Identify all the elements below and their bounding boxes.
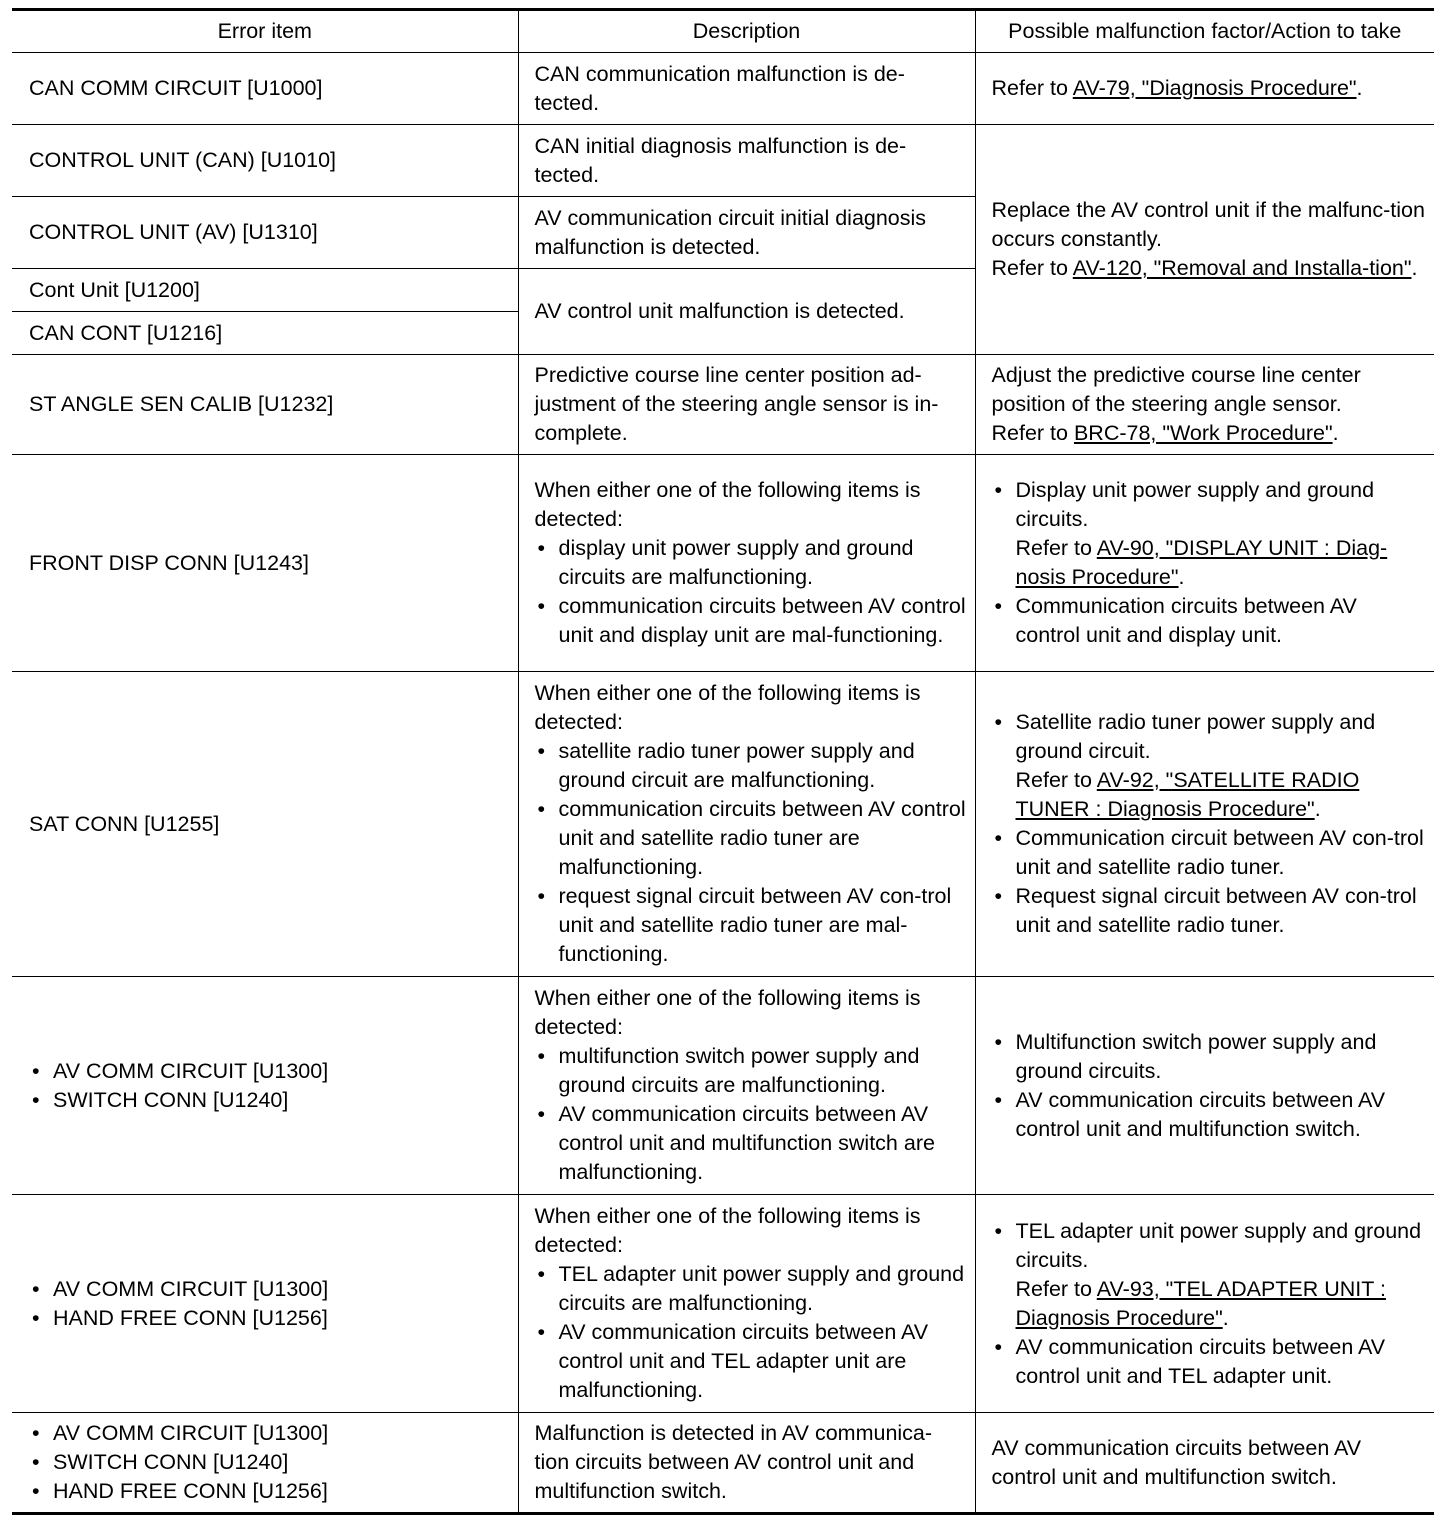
description: AV communication circuit initial diagnosis malfunction is detected. xyxy=(518,197,975,269)
description: CAN initial diagnosis malfunction is de-tected. xyxy=(518,125,975,197)
list-item: • Request signal circuit between AV con-trol unit and satellite radio tuner. xyxy=(992,882,1427,940)
error-item: CAN CONT [U1216] xyxy=(12,312,518,355)
action xyxy=(975,455,1434,672)
list-item: • Communication circuits between AV control unit and display unit. xyxy=(992,592,1427,650)
description: Malfunction is detected in AV communica-tion circuits between AV control unit and multifunction switch. xyxy=(518,1413,975,1514)
description-list xyxy=(535,1260,967,1405)
list-item: • communication circuits between AV control unit and display unit are mal-functioning. xyxy=(535,592,967,650)
reference-link[interactable]: AV-92, "SATELLITE RADIO TUNER : Diagnosis Procedure" xyxy=(1015,768,1360,821)
action-list xyxy=(992,1028,1427,1144)
reference-link[interactable]: AV-79, "Diagnosis Procedure" xyxy=(1072,76,1357,100)
action: AV communication circuits between AV control unit and multifunction switch. xyxy=(975,1413,1434,1514)
list-item: • AV communication circuits between AV control unit and TEL adapter unit are malfunctioning. xyxy=(535,1318,967,1405)
list-item: • AV communication circuits between AV control unit and TEL adapter unit. xyxy=(992,1333,1427,1391)
table-row xyxy=(12,355,1434,455)
table-row xyxy=(12,125,1434,197)
table-row xyxy=(12,455,1434,672)
list-item: • TEL adapter unit power supply and ground circuits are malfunctioning. xyxy=(535,1260,967,1318)
error-item: CAN COMM CIRCUIT [U1000] xyxy=(12,53,518,125)
error-item xyxy=(12,1195,518,1413)
action xyxy=(975,1195,1434,1413)
description: When either one of the following items is detected: • satellite radio tuner power supply and ground circuit are malfunctioning. • communication circuits between AV control unit and satellite radio tuner are malfunctioning. • request signal circuit between AV con-trol unit and satellite radio tuner are mal-functioning. xyxy=(518,672,975,977)
description-list xyxy=(535,534,967,650)
error-item: ST ANGLE SEN CALIB [U1232] xyxy=(12,355,518,455)
action: Replace the AV control unit if the malfunc-tion occurs constantly. Refer to AV-120, "Removal and Installa-tion". xyxy=(975,125,1434,355)
description: When either one of the following items is detected: • display unit power supply and ground circuits are malfunctioning. • communication circuits between AV control unit and display unit are mal-functioning. xyxy=(518,455,975,672)
list-item: • HAND FREE CONN [U1256] xyxy=(29,1477,510,1506)
description: When either one of the following items is detected: • multifunction switch power supply and ground circuits are malfunctioning. • AV communication circuits between AV control unit and multifunction switch are malfunctioning. xyxy=(518,977,975,1195)
header-row xyxy=(12,10,1434,53)
action: Adjust the predictive course line center position of the steering angle sensor. Refer to BRC-78, "Work Procedure". xyxy=(975,355,1434,455)
list-item: • HAND FREE CONN [U1256] xyxy=(29,1304,510,1333)
action-list xyxy=(992,1217,1427,1391)
table-row xyxy=(12,53,1434,125)
error-item: CONTROL UNIT (CAN) [U1010] xyxy=(12,125,518,197)
table-row xyxy=(12,977,1434,1195)
list-item: • Display unit power supply and ground circuits. Refer to AV-90, "DISPLAY UNIT : Diag-nosis Procedure". xyxy=(992,476,1427,592)
list-item: • satellite radio tuner power supply and ground circuit are malfunctioning. xyxy=(535,737,967,795)
error-item-list xyxy=(29,1419,510,1506)
description: When either one of the following items is detected: • TEL adapter unit power supply and ground circuits are malfunctioning. • AV communication circuits between AV control unit and TEL adapter unit are malfunctioning. xyxy=(518,1195,975,1413)
action-list xyxy=(992,476,1427,650)
list-item: • AV COMM CIRCUIT [U1300] xyxy=(29,1419,510,1448)
list-item: • SWITCH CONN [U1240] xyxy=(29,1448,510,1477)
error-item xyxy=(12,977,518,1195)
list-item: • Communication circuit between AV con-trol unit and satellite radio tuner. xyxy=(992,824,1427,882)
reference-link[interactable]: AV-90, "DISPLAY UNIT : Diag-nosis Procedure" xyxy=(1015,536,1388,589)
list-item: • TEL adapter unit power supply and ground circuits. Refer to AV-93, "TEL ADAPTER UNIT : Diagnosis Procedure". xyxy=(992,1217,1427,1333)
table-row xyxy=(12,672,1434,977)
header-description: Description xyxy=(518,10,975,53)
table-row xyxy=(12,1413,1434,1514)
description-list xyxy=(535,1042,967,1187)
action-list xyxy=(992,708,1427,940)
error-item-list xyxy=(29,1057,510,1115)
action xyxy=(975,977,1434,1195)
header-action: Possible malfunction factor/Action to take xyxy=(975,10,1434,53)
error-item: FRONT DISP CONN [U1243] xyxy=(12,455,518,672)
description: Predictive course line center position ad-justment of the steering angle sensor is in-complete. xyxy=(518,355,975,455)
list-item: • AV COMM CIRCUIT [U1300] xyxy=(29,1275,510,1304)
list-item: • SWITCH CONN [U1240] xyxy=(29,1086,510,1115)
header-error-item: Error item xyxy=(12,10,518,53)
list-item: • request signal circuit between AV con-trol unit and satellite radio tuner are mal-functioning. xyxy=(535,882,967,969)
description: CAN communication malfunction is de-tected. xyxy=(518,53,975,125)
action: Refer to AV-79, "Diagnosis Procedure". xyxy=(975,53,1434,125)
list-item: • AV communication circuits between AV control unit and multifunction switch are malfunctioning. xyxy=(535,1100,967,1187)
diagnosis-table xyxy=(12,8,1434,1515)
table-row xyxy=(12,1195,1434,1413)
list-item: • multifunction switch power supply and ground circuits are malfunctioning. xyxy=(535,1042,967,1100)
error-item: Cont Unit [U1200] xyxy=(12,269,518,312)
description-list xyxy=(535,737,967,969)
list-item: • communication circuits between AV control unit and satellite radio tuner are malfunctioning. xyxy=(535,795,967,882)
error-item-list xyxy=(29,1275,510,1333)
action xyxy=(975,672,1434,977)
description: AV control unit malfunction is detected. xyxy=(518,269,975,355)
reference-link[interactable]: AV-93, "TEL ADAPTER UNIT : Diagnosis Procedure" xyxy=(1015,1276,1386,1330)
error-item: CONTROL UNIT (AV) [U1310] xyxy=(12,197,518,269)
reference-link[interactable]: AV-120, "Removal and Installa-tion" xyxy=(1072,256,1412,280)
list-item: • Satellite radio tuner power supply and ground circuit. Refer to AV-92, "SATELLITE RADIO TUNER : Diagnosis Procedure". xyxy=(992,708,1427,824)
error-item xyxy=(12,1413,518,1514)
list-item: • AV COMM CIRCUIT [U1300] xyxy=(29,1057,510,1086)
list-item: • AV communication circuits between AV control unit and multifunction switch. xyxy=(992,1086,1427,1144)
list-item: • Multifunction switch power supply and ground circuits. xyxy=(992,1028,1427,1086)
error-item: SAT CONN [U1255] xyxy=(12,672,518,977)
list-item: • display unit power supply and ground circuits are malfunctioning. xyxy=(535,534,967,592)
reference-link[interactable]: BRC-78, "Work Procedure" xyxy=(1073,421,1333,445)
